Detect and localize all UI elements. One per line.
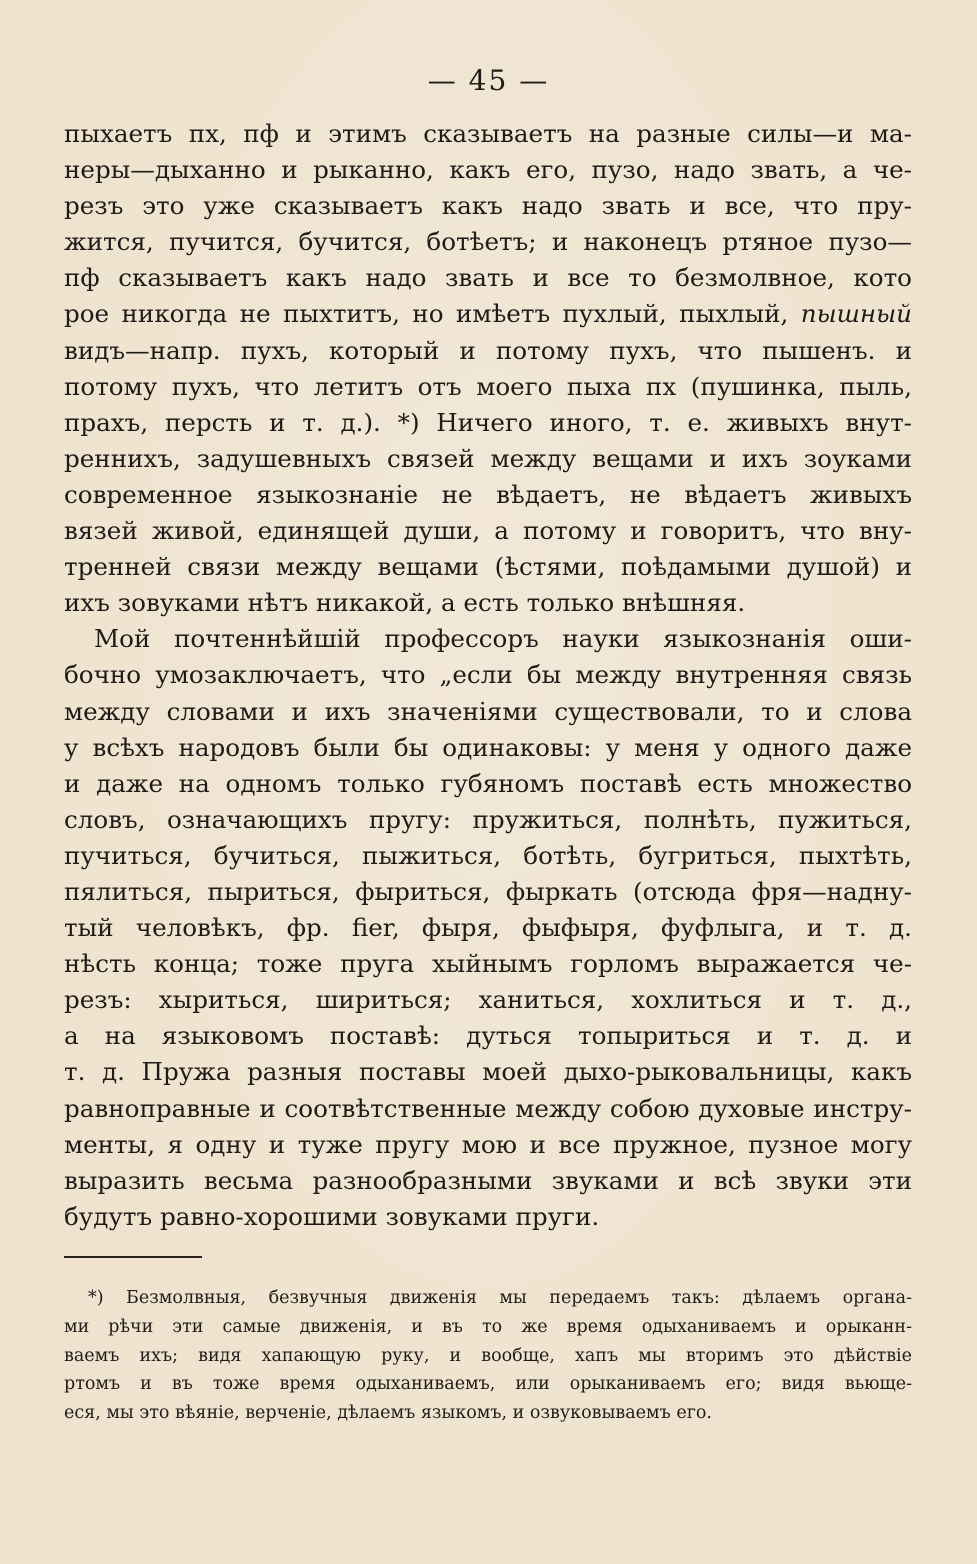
footnote-line: ваемъ ихъ; видя хапающую руку, и вообще, хапъ мы вторимъ это дѣйствіе (64, 1345, 912, 1366)
text-line: потому пухъ, что летитъ отъ моего пыха пх (пушинка, пыль, (64, 371, 912, 401)
text-line: у всѣхъ народовъ были бы одинаковы: у меня у одного даже (64, 732, 912, 762)
page-number: — 45 — (427, 64, 550, 97)
text-line: видъ—напр. пухъ, который и потому пухъ, что пышенъ. и (64, 335, 912, 365)
body-text (64, 116, 912, 1235)
text-line: вязей живой, единящей души, а потому и говоритъ, что вну- (64, 516, 912, 546)
footnote-line: ртомъ и въ тоже время одыханиваемъ, или орыканиваемъ его; видя вьюще- (64, 1374, 912, 1395)
text-line: будутъ равно-хорошими зовуками пруги. (64, 1201, 600, 1231)
footnote-line: ми рѣчи эти самые движенія, и въ то же время одыханиваемъ и орыканн- (64, 1316, 912, 1337)
text-line-with-italic (64, 296, 912, 332)
italic-word: пышный (800, 299, 912, 329)
text-line: выразить весьма разнообразными звуками и всѣ звуки эти (64, 1165, 912, 1195)
footnote-divider (64, 1256, 202, 1258)
text-line: тренней связи между вещами (ѣстями, поѣдамыми душой) и (64, 552, 912, 582)
text-line: равноправные и соотвѣтственные между собою духовые инстру- (64, 1093, 912, 1123)
text-line: резъ это уже сказываетъ какъ надо звать и все, что пру- (64, 191, 912, 221)
footnote-line: *) Безмолвныя, безвучныя движенія мы передаемъ такъ: дѣлаемъ органа- (88, 1288, 912, 1308)
footnote (64, 1284, 912, 1428)
text-line: пучиться, бучиться, пыжиться, ботѣть, бугриться, пыхтѣть, (64, 840, 912, 870)
text-line: а на языковомъ поставѣ: дуться топыриться и т. д. и (64, 1021, 912, 1051)
text-line: пялиться, пыриться, фыриться, фыркать (отсюда фря—надну- (64, 876, 912, 906)
text-line: нѣсть конца; тоже пруга хыйнымъ горломъ выражается че- (64, 949, 912, 979)
text-line: пыхаетъ пх, пф и этимъ сказываетъ на разные силы—и ма- (64, 119, 912, 148)
text-line: реннихъ, задушевныхъ связей между вещами и ихъ зоуками (64, 443, 912, 473)
paragraph-1 (64, 116, 912, 621)
text-line: Мой почтеннѣйшій профессоръ науки языкознанія оши- (94, 624, 912, 654)
text-line: жится, пучится, бучится, ботѣетъ; и наконецъ ртяное пузо— (64, 227, 912, 257)
text-line: менты, я одну и туже пругу мою и все пружное, пузное могу (64, 1129, 912, 1159)
text-line: бочно умозаключаетъ, что „если бы между внутренняя связь (64, 660, 912, 690)
text-line: словъ, означающихъ пругу: пружиться, полнѣть, пужиться, (64, 804, 912, 834)
text-line: пф сказываетъ какъ надо звать и все то безмолвное, кото (64, 263, 912, 293)
paragraph-2 (64, 621, 912, 1235)
text-line: неры—дыханно и рыканно, какъ его, пузо, надо звать, а че- (64, 155, 912, 185)
text-line: прахъ, персть и т. д.). *) Ничего иного, т. е. живыхъ внут- (64, 407, 912, 437)
text-line: ихъ зовуками нѣтъ никакой, а есть только внѣшняя. (64, 588, 746, 618)
text-segment: рое никогда не пыхтитъ, но имѣетъ пухлый, пыхлый, (64, 299, 801, 329)
footnote-line: еся, мы это вѣяніе, верченіе, дѣлаемъ языкомъ, и озвуковываемъ его. (64, 1403, 712, 1424)
text-line: между словами и ихъ значеніями существовали, то и слова (64, 696, 912, 726)
text-line: резъ: хыриться, шириться; ханиться, хохлиться и т. д., (64, 985, 912, 1015)
text-line: и даже на одномъ только губяномъ поставѣ есть множество (64, 768, 912, 798)
text-line: т. д. Пружа разныя поставы моей дыхо-рыковальницы, какъ (64, 1057, 912, 1087)
text-line: тый человѣкъ, фр. fier, фыря, фыфыря, фуфлыга, и т. д. (64, 913, 912, 943)
text-line: современное языкознаніе не вѣдаетъ, не вѣдаетъ живыхъ (64, 479, 912, 509)
